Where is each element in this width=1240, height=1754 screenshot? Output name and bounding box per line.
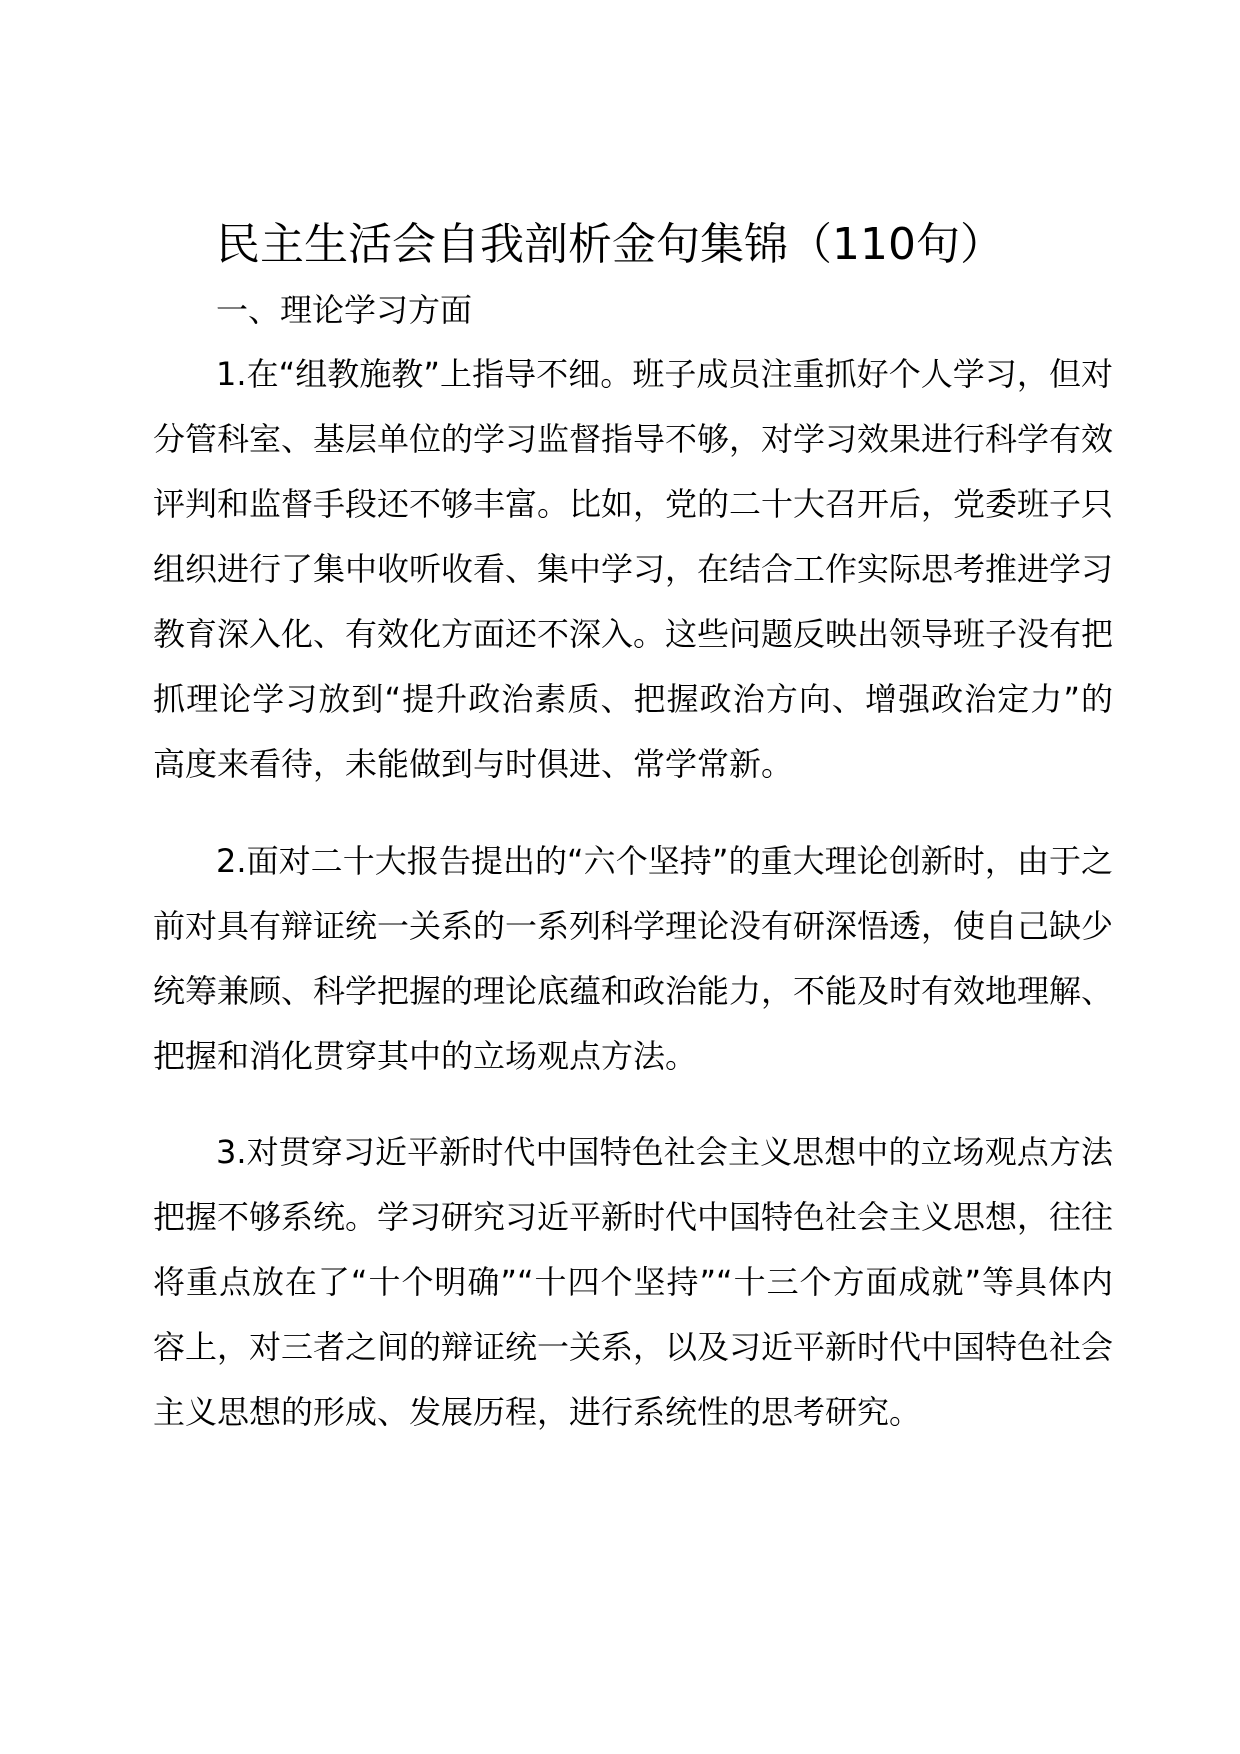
document-title: 民主生活会自我剖析金句集锦（110句） — [216, 219, 1004, 270]
paragraph-3: 3.对贯穿习近平新时代中国特色社会主义思想中的立场观点方法把握不够系统。学习研究习近平新时代中国特色社会主义思想，往往将重点放在了“十个明确”“十四个坚持”“十三个方面成就”等具体内容上，对三者之间的辩证统一关系，以及习近平新时代中国特色社会主义思想的形成、发展历程，进行系统性的思考研究。 — [153, 1133, 1113, 1431]
paragraph-2: 2.面对二十大报告提出的“六个坚持”的重大理论创新时，由于之前对具有辩证统一关系的一系列科学理论没有研深悟透，使自己缺少统筹兼顾、科学把握的理论底蕴和政治能力，不能及时有效地理解、把握和消化贯穿其中的立场观点方法。 — [153, 842, 1113, 1075]
paragraph-1: 1.在“组教施教”上指导不细。班子成员注重抓好个人学习，但对分管科室、基层单位的学习监督指导不够，对学习效果进行科学有效评判和监督手段还不够丰富。比如，党的二十大召开后，党委班子只组织进行了集中收听收看、集中学习，在结合工作实际思考推进学习教育深入化、有效化方面还不深入。这些问题反映出领导班子没有把抓理论学习放到“提升政治素质、把握政治方向、增强政治定力”的高度来看待，未能做到与时俱进、常学常新。 — [153, 355, 1113, 783]
section-heading: 一、理论学习方面 — [216, 291, 473, 329]
